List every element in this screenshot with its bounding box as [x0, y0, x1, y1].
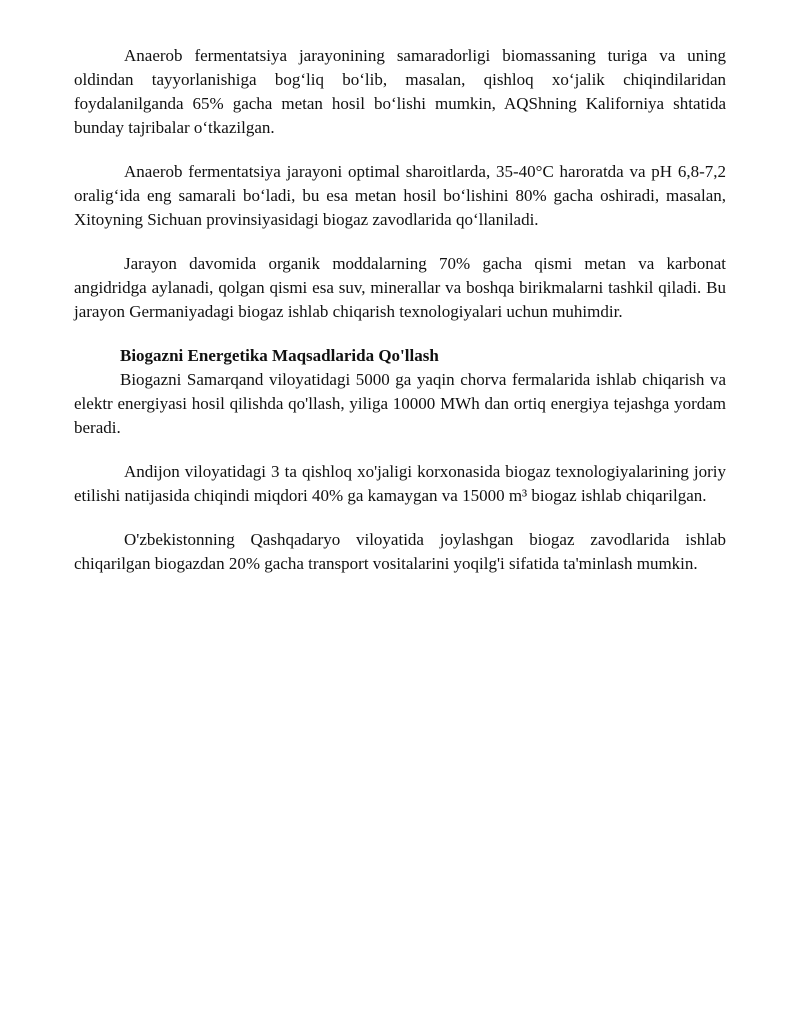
paragraph-optimal-conditions: Anaerob fermentatsiya jarayoni optimal sharoitlarda, 35-40°C haroratda va pH 6,8-7,2 oralig‘ida eng samarali bo‘ladi, bu esa metan hosil bo‘lishini 80% gacha oshiradi, masalan, Xitoyning Sichuan provinsiyasidagi biogaz zavodlarida qo‘llaniladi. [74, 162, 726, 229]
document-page [74, 44, 726, 596]
paragraph-qashqadaryo: O'zbekistonning Qashqadaryo viloyatida joylashgan biogaz zavodlarida ishlab chiqarilgan biogazdan 20% gacha transport vositalarini yoqilg'i sifatida ta'minlash mumkin. [74, 530, 726, 573]
paragraph-samarqand: Biogazni Samarqand viloyatidagi 5000 ga yaqin chorva fermalarida ishlab chiqarish va elektr energiyasi hosil qilishda qo'llash, yiliga 10000 MWh dan ortiq energiya tejashga yordam beradi. [74, 370, 726, 437]
paragraph-organic-conversion: Jarayon davomida organik moddalarning 70% gacha qismi metan va karbonat angidridga aylanadi, qolgan qismi esa suv, minerallar va boshqa birikmalarni tashkil qiladi. Bu jarayon Germaniyadagi biogaz ishlab chiqarish texnologiyalari uchun muhimdir. [74, 254, 726, 321]
paragraph-andijon: Andijon viloyatidagi 3 ta qishloq xo'jaligi korxonasida biogaz texnologiyalarining joriy etilishi natijasida chiqindi miqdori 40% ga kamaygan va 15000 m³ biogaz ishlab chiqarilgan. [74, 462, 726, 505]
section-heading: Biogazni Energetika Maqsadlarida Qo'llash [120, 346, 439, 365]
paragraph-fermentation-efficiency: Anaerob fermentatsiya jarayonining samaradorligi biomassaning turiga va uning oldindan tayyorlanishiga bog‘liq bo‘lib, masalan, qishloq xo‘jalik chiqindilaridan foydalanilganda 65% gacha metan hosil bo‘lishi mumkin, AQShning Kaliforniya shtatida bunday tajribalar o‘tkazilgan. [74, 46, 726, 137]
